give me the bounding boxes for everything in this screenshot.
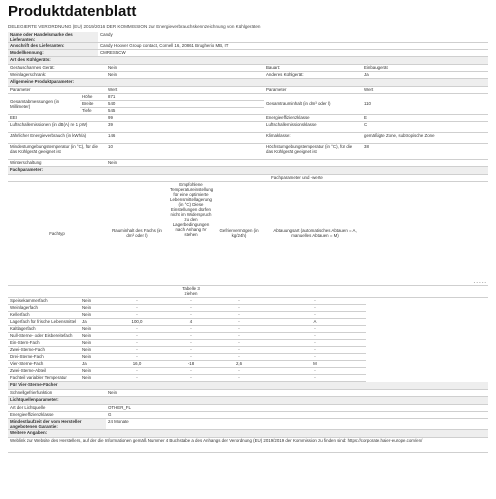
fach-row-cell: - <box>264 340 366 347</box>
model-label: Modellkennung: <box>8 49 98 56</box>
fach-row-cell: 4 <box>168 319 214 326</box>
dims-value: 540 <box>106 100 264 107</box>
dims-name: Breite <box>80 100 106 107</box>
volume-value: 110 <box>362 93 488 114</box>
fach-col-header: Gefriervermögen (in kg/24h) <box>214 181 264 285</box>
table-caption: Tabelle 3 <box>182 285 200 291</box>
fach-row-cell: - <box>264 354 366 361</box>
general-cell: Mindestumgebungstemperatur (in °C), für die das Kühlgerät geeignet ist <box>8 143 106 159</box>
dims-value: 545 <box>106 107 264 114</box>
fach-heading: Fachparameter: <box>8 167 488 175</box>
general-cell: E <box>362 114 488 121</box>
fach-row <box>8 305 488 312</box>
fach-row-cell: - <box>214 298 264 305</box>
warranty-label: Mindestlaufzeit der vom Hersteller angebotenen Garantie: <box>8 419 106 430</box>
fach-row-cell: - <box>214 347 264 354</box>
fach-row-cell: Ja <box>80 319 106 326</box>
winter-label: Winterschaltung <box>8 159 106 166</box>
fach-row-cell: Nein <box>80 340 106 347</box>
fach-row-type: Ein-Stern-Fach <box>8 340 80 347</box>
fach-row-cell: - <box>214 368 264 375</box>
fach-col-header: Abtauungsart (automatisches Abtauen = A, manuelles Abtauen = M) <box>264 181 366 285</box>
fach-row <box>8 347 488 354</box>
fach-row-type: Zwei-Sterne-Abteil <box>8 368 80 375</box>
fach-group-header: Fachparameter und -werte <box>106 174 488 181</box>
fach-row-cell: - <box>168 375 214 382</box>
supplier-name-value: Candy <box>98 32 488 43</box>
fach-row <box>8 326 488 333</box>
fach-row-cell: 100,0 <box>106 319 168 326</box>
more-heading: Weitere Angaben: <box>8 430 488 438</box>
fach-row-cell: - <box>214 326 264 333</box>
general-cell: C <box>362 121 488 132</box>
fach-row-cell: - <box>264 368 366 375</box>
fach-row-cell: - <box>168 326 214 333</box>
volume-label: Gesamtrauminhalt (in dm³ oder l) <box>264 93 362 114</box>
fach-row <box>8 333 488 340</box>
fach-row-cell: - <box>106 326 168 333</box>
intro-text: DELEGIERTE VERORDNUNG (EU) 2019/2016 DER KOMMISSION zur Energieverbrauchskennzeichnung von Kühlgeräten <box>8 24 261 29</box>
fach-row-cell: -18 <box>168 361 214 368</box>
fach-row-type: Vier-Sterne-Fach <box>8 361 80 368</box>
general-header-cell: Wert <box>362 86 488 93</box>
light-heading: Lichtquellenparameter: <box>8 397 488 405</box>
table-caption-2: ziehen <box>184 290 198 296</box>
general-heading: Allgemeine Produktparameter: <box>8 79 488 87</box>
type-cell: Bauart: <box>264 64 362 71</box>
four-star-value: Nein <box>106 390 488 397</box>
general-header-cell: Parameter <box>8 86 106 93</box>
light-type-value: OTHER_FL <box>106 405 488 412</box>
type-cell: Einbaugerät <box>362 64 488 71</box>
fach-row-cell: Nein <box>80 375 106 382</box>
fach-row-cell: - <box>214 375 264 382</box>
fach-row-type: Drei-Sterne-Fach <box>8 354 80 361</box>
fach-row-cell: Nein <box>80 354 106 361</box>
general-cell: Luftschallemissionsklasse <box>264 121 362 132</box>
fach-row-cell: A <box>264 319 366 326</box>
general-cell: 99 <box>106 114 264 121</box>
fach-row-cell: Nein <box>80 298 106 305</box>
fach-row-cell: - <box>168 354 214 361</box>
fach-row-cell: - <box>214 305 264 312</box>
fach-row <box>8 375 488 382</box>
general-cell: EEI <box>8 114 106 121</box>
fach-col-header: Rauminhalt des Fachs (in dm³ oder l) <box>106 181 168 285</box>
general-cell: 146 <box>106 132 264 143</box>
datasheet-page <box>8 3 488 453</box>
fach-row-type: Weinlagerfach <box>8 305 80 312</box>
fach-row-cell: - <box>264 375 366 382</box>
fach-row-cell: - <box>106 375 168 382</box>
fach-row-cell: Nein <box>80 347 106 354</box>
more-text: Weblink zur Website des Herstellers, auf der die Informationen gemäß Nummer 4 Buchstabe a des Anhangs der Verordnung (EU) 2019/2019 der Kommission zu finden sind: https://corporate.haier-europe.com/en/ <box>8 438 488 453</box>
fach-row <box>8 319 488 326</box>
fach-row-cell: - <box>168 298 214 305</box>
dims-name: Tiefe <box>80 107 106 114</box>
type-cell: Ja <box>362 71 488 78</box>
fach-row <box>8 312 488 319</box>
fach-row-cell: - <box>106 368 168 375</box>
general-cell: gemäßigte Zone, subtropische Zone <box>362 132 488 143</box>
fach-row-type: Kellerfach <box>8 312 80 319</box>
model-value: CMRES5CW <box>98 49 488 56</box>
fach-row <box>8 340 488 347</box>
fach-rows-table <box>8 298 488 383</box>
fach-row-cell: Ja <box>80 361 106 368</box>
fach-row-cell: - <box>168 312 214 319</box>
fach-row-type: Fachteil variabler Temperatur <box>8 375 80 382</box>
fach-row-cell: 2,6 <box>214 361 264 368</box>
fach-col-header: Fachtyp <box>8 181 106 285</box>
fach-col-header: Empfohlene Temperatureinstellung für eine optimierte Lebensmittellagerung (in °C) Diese Einstellungen dürfen nicht im Widerspruch zu den Lagerbedingungen nach Anhang IV stehen <box>168 181 214 285</box>
general-cell: Höchstumgebungstemperatur (in °C), für die das Kühlgerät geeignet ist <box>264 143 362 159</box>
general-cell: 39 <box>106 121 264 132</box>
warranty-value: 24 Monate <box>106 419 488 430</box>
dims-name: Höhe <box>80 93 106 100</box>
fach-row-cell: 16,0 <box>106 361 168 368</box>
fach-row-cell: - <box>168 340 214 347</box>
four-star-heading: Für Vier-Sterne-Fächer <box>8 382 488 390</box>
general-header-cell: Parameter <box>264 86 362 93</box>
supplier-address-value: Candy Hoover Group contact, Cornell 16, 20861 Brugherio MB, IT <box>98 42 488 49</box>
dims-value: 871 <box>106 93 264 100</box>
fach-row <box>8 368 488 375</box>
light-class-value: G <box>106 412 488 419</box>
general-cell: Jährlicher Energieverbrauch (in kWh/a) <box>8 132 106 143</box>
fach-row-cell: - <box>264 333 366 340</box>
fach-row-cell: - <box>106 298 168 305</box>
fach-table: Fachparameter: Fachparameter und -werte Fachtyp Rauminhalt des Fachs (in dm³ oder l) Empfohlene Temperatureinstellung für eine optimierte Lebensmittellagerung (in °C) Diese Einstellungen dürfen nicht im Widerspruch zu den Lagerbedingungen nach Anhang IV stehen Gefriervermögen (in kg/24h) Abtauungsart (automatisches Abtauen = A, manuelles Abtauen = M) - - - - - Tabelle 3 ziehen <box>10 166 486 296</box>
fach-row-cell: - <box>264 326 366 333</box>
type-cell: Geräuscharmes Gerät: <box>8 64 106 71</box>
general-cell: 10 <box>106 143 264 159</box>
fach-row-cell: - <box>168 347 214 354</box>
fach-row-cell: - <box>168 333 214 340</box>
fach-row-type: Null-Sterne- oder Eisbereitefach <box>8 333 80 340</box>
general-table <box>8 79 488 167</box>
fach-row-cell: - <box>214 354 264 361</box>
type-cell: Nein <box>106 64 264 71</box>
fach-row-cell: Nein <box>80 368 106 375</box>
fach-row-cell: - <box>168 368 214 375</box>
fach-row-cell: - <box>264 305 366 312</box>
fach-row-cell: - <box>168 305 214 312</box>
general-cell: Energieeffizienzklasse <box>264 114 362 121</box>
type-table <box>8 57 488 79</box>
winter-value: Nein <box>106 159 488 166</box>
fach-row-cell: - <box>106 305 168 312</box>
fach-row-cell: - <box>264 298 366 305</box>
bottom-table <box>8 382 488 453</box>
dims-label: Gesamtabmessungen (in Millimeter) <box>8 93 80 114</box>
type-cell: Anderes Kühlgerät: <box>264 71 362 78</box>
fach-row-cell: - <box>106 347 168 354</box>
type-cell: Nein <box>106 71 264 78</box>
general-header-cell: Wert <box>106 86 264 93</box>
light-type-label: Art der Lichtquelle <box>8 405 106 412</box>
supplier-name-label: Name oder Handelsmarke des Lieferanten: <box>8 32 98 43</box>
fach-row-cell: Nein <box>80 312 106 319</box>
supplier-address-label: Anschrift des Lieferanten: <box>8 42 98 49</box>
fach-row-cell: - <box>214 312 264 319</box>
fach-row-cell: - <box>264 347 366 354</box>
fach-row-cell: - <box>214 319 264 326</box>
light-class-label: Energieeffizienzklasse <box>8 412 106 419</box>
fach-row-type: Kaltlagerfach <box>8 326 80 333</box>
fach-row-cell: Nein <box>80 326 106 333</box>
fach-row-cell: - <box>106 333 168 340</box>
page-title: Produktdatenblatt <box>8 3 137 20</box>
fach-row-cell: Nein <box>80 305 106 312</box>
general-cell: 38 <box>362 143 488 159</box>
fach-row-cell: M <box>264 361 366 368</box>
fach-row-cell: - <box>214 340 264 347</box>
fach-row <box>8 361 488 368</box>
four-star-label: Schnellgefrierfunktion <box>8 390 106 397</box>
type-heading: Art des Kühlgeräts: <box>8 57 488 65</box>
fach-row-type: Speisekammerfach <box>8 298 80 305</box>
fach-row-cell: - <box>106 312 168 319</box>
fach-row-cell: - <box>106 354 168 361</box>
fach-row <box>8 298 488 305</box>
type-cell: Weinlagerschrank: <box>8 71 106 78</box>
fach-row-type: Lagerfach für frische Lebensmittel <box>8 319 80 326</box>
fach-row-type: Zwei-Sterne-Fach <box>8 347 80 354</box>
fach-row-cell: - <box>106 340 168 347</box>
fach-row <box>8 354 488 361</box>
fach-row-cell: - <box>214 333 264 340</box>
fach-row-cell: - <box>264 312 366 319</box>
supplier-table <box>8 32 488 57</box>
fach-row-cell: Nein <box>80 333 106 340</box>
general-cell: Luftschallemissionen (in dB(A) re 1 pW) <box>8 121 106 132</box>
general-cell: Klimaklasse: <box>264 132 362 143</box>
